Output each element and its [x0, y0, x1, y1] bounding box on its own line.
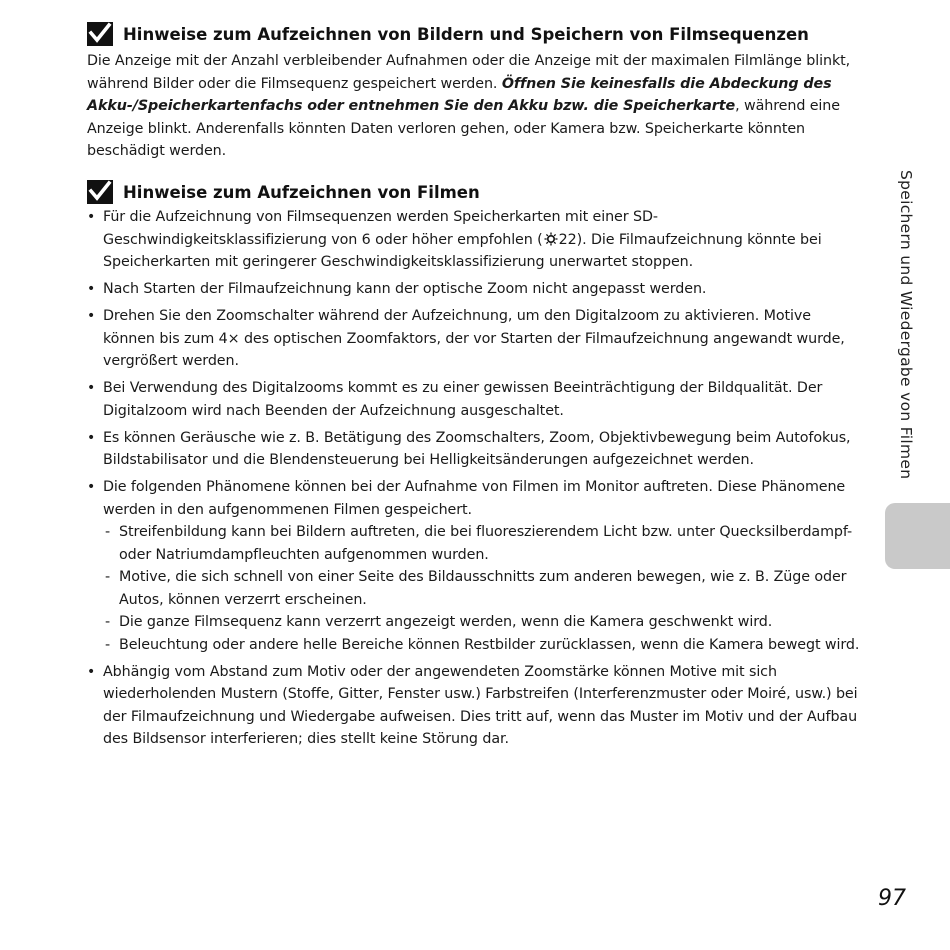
list-item-text: Die folgenden Phänomene können bei der Aufnahme von Filmen im Monitor auftreten. Diese Phänomene werden in den aufgenommenen Filmen gespeichert. [103, 479, 846, 518]
paragraph-text: Die Anzeige mit der Anzahl verbleibender Aufnahmen oder die Anzeige mit der maximalen Filmlänge blinkt, während Bilder oder die Filmsequenz gespeichert werden. [87, 53, 851, 92]
note-paragraph [87, 50, 867, 163]
sub-list-item: - Streifenbildung kann bei Bildern auftreten, die bei fluoreszierendem Licht bzw. unter Quecksilberdampf- oder Natriumdampfleuchten aufgenommen wurden. [103, 521, 867, 566]
chapter-tab [885, 503, 950, 569]
list-item-text: ). Die Filmaufzeichnung könnte bei Speicherkarten mit geringerer Geschwindigkeitsklassifizierung unerwartet stoppen. [103, 231, 822, 270]
section-heading-text: Hinweise zum Aufzeichnen von Filmen [123, 182, 480, 202]
sub-list-item: - Motive, die sich schnell von einer Seite des Bildausschnitts zum anderen bewegen, wie z. B. Züge oder Autos, können verzerrt erscheinen. [103, 566, 867, 611]
list-item-text: Für die Aufzeichnung von Filmsequenzen werden Speicherkarten mit einer SD-Geschwindigkeitsklassifizierung von 6 oder höher empfohlen ( [103, 209, 658, 248]
bullet-list [87, 206, 867, 751]
paragraph-text: , während eine Anzeige blinkt. Anderenfalls könnten Daten verloren gehen, oder Kamera bzw. Speicherkarte könnten beschädigt werden. [87, 98, 840, 159]
list-item: • Bei Verwendung des Digitalzooms kommt es zu einer gewissen Beeinträchtigung der Bildqualität. Der Digitalzoom wird nach Beenden der Aufzeichnung ausgeschaltet. [87, 377, 867, 422]
list-item: • Drehen Sie den Zoomschalter während der Aufzeichnung, um den Digitalzoom zu aktivieren. Motive können bis zum 4× des optischen Zoomfaktors, der vor Starten der Filmaufzeichnung angewandt wurde, vergrößert werden. [87, 305, 867, 373]
list-item: • Nach Starten der Filmaufzeichnung kann der optische Zoom nicht angepasst werden. [87, 278, 867, 301]
note-section-recording [87, 22, 867, 163]
sub-list-item: - Die ganze Filmsequenz kann verzerrt angezeigt werden, wenn die Kamera geschwenkt wird. [103, 611, 867, 634]
section-heading [87, 22, 867, 46]
check-mark-icon [87, 180, 113, 204]
section-heading [87, 180, 867, 204]
warning-emphasis: Öffnen Sie keinesfalls die Abdeckung des Akku-/Speicherkartenfachs oder entnehmen Sie den Akku bzw. die Speicherkarte [87, 75, 832, 114]
page-number: 97 [878, 886, 906, 911]
list-item: • Es können Geräusche wie z. B. Betätigung des Zoomschalters, Zoom, Objektivbewegung beim Autofokus, Bildstabilisator und die Blendensteuerung bei Helligkeitsänderungen aufgezeichnet werden. [87, 427, 867, 472]
sub-list [103, 521, 867, 656]
section-heading-text: Hinweise zum Aufzeichnen von Bildern und Speichern von Filmsequenzen [123, 24, 809, 44]
list-item [87, 476, 867, 656]
check-mark-icon [87, 22, 113, 46]
page-reference: 22 [558, 231, 577, 248]
list-item [87, 206, 867, 274]
note-section-movies [87, 180, 867, 755]
sub-list-item: - Beleuchtung oder andere helle Bereiche können Restbilder zurücklassen, wenn die Kamera bewegt wird. [103, 634, 867, 657]
reference-icon [543, 232, 559, 248]
chapter-side-label: Speichern und Wiedergabe von Filmen [897, 170, 915, 480]
list-item: • Abhängig vom Abstand zum Motiv oder der angewendeten Zoomstärke können Motive mit sich wiederholenden Mustern (Stoffe, Gitter, Fenster usw.) Farbstreifen (Interferenzmuster oder Moiré, usw.) bei der Filmaufzeichnung und Wiedergabe aufweisen. Dies tritt auf, wenn das Muster im Motiv und der Aufbau des Bildsensor interferieren; dies stellt keine Störung dar. [87, 661, 867, 751]
